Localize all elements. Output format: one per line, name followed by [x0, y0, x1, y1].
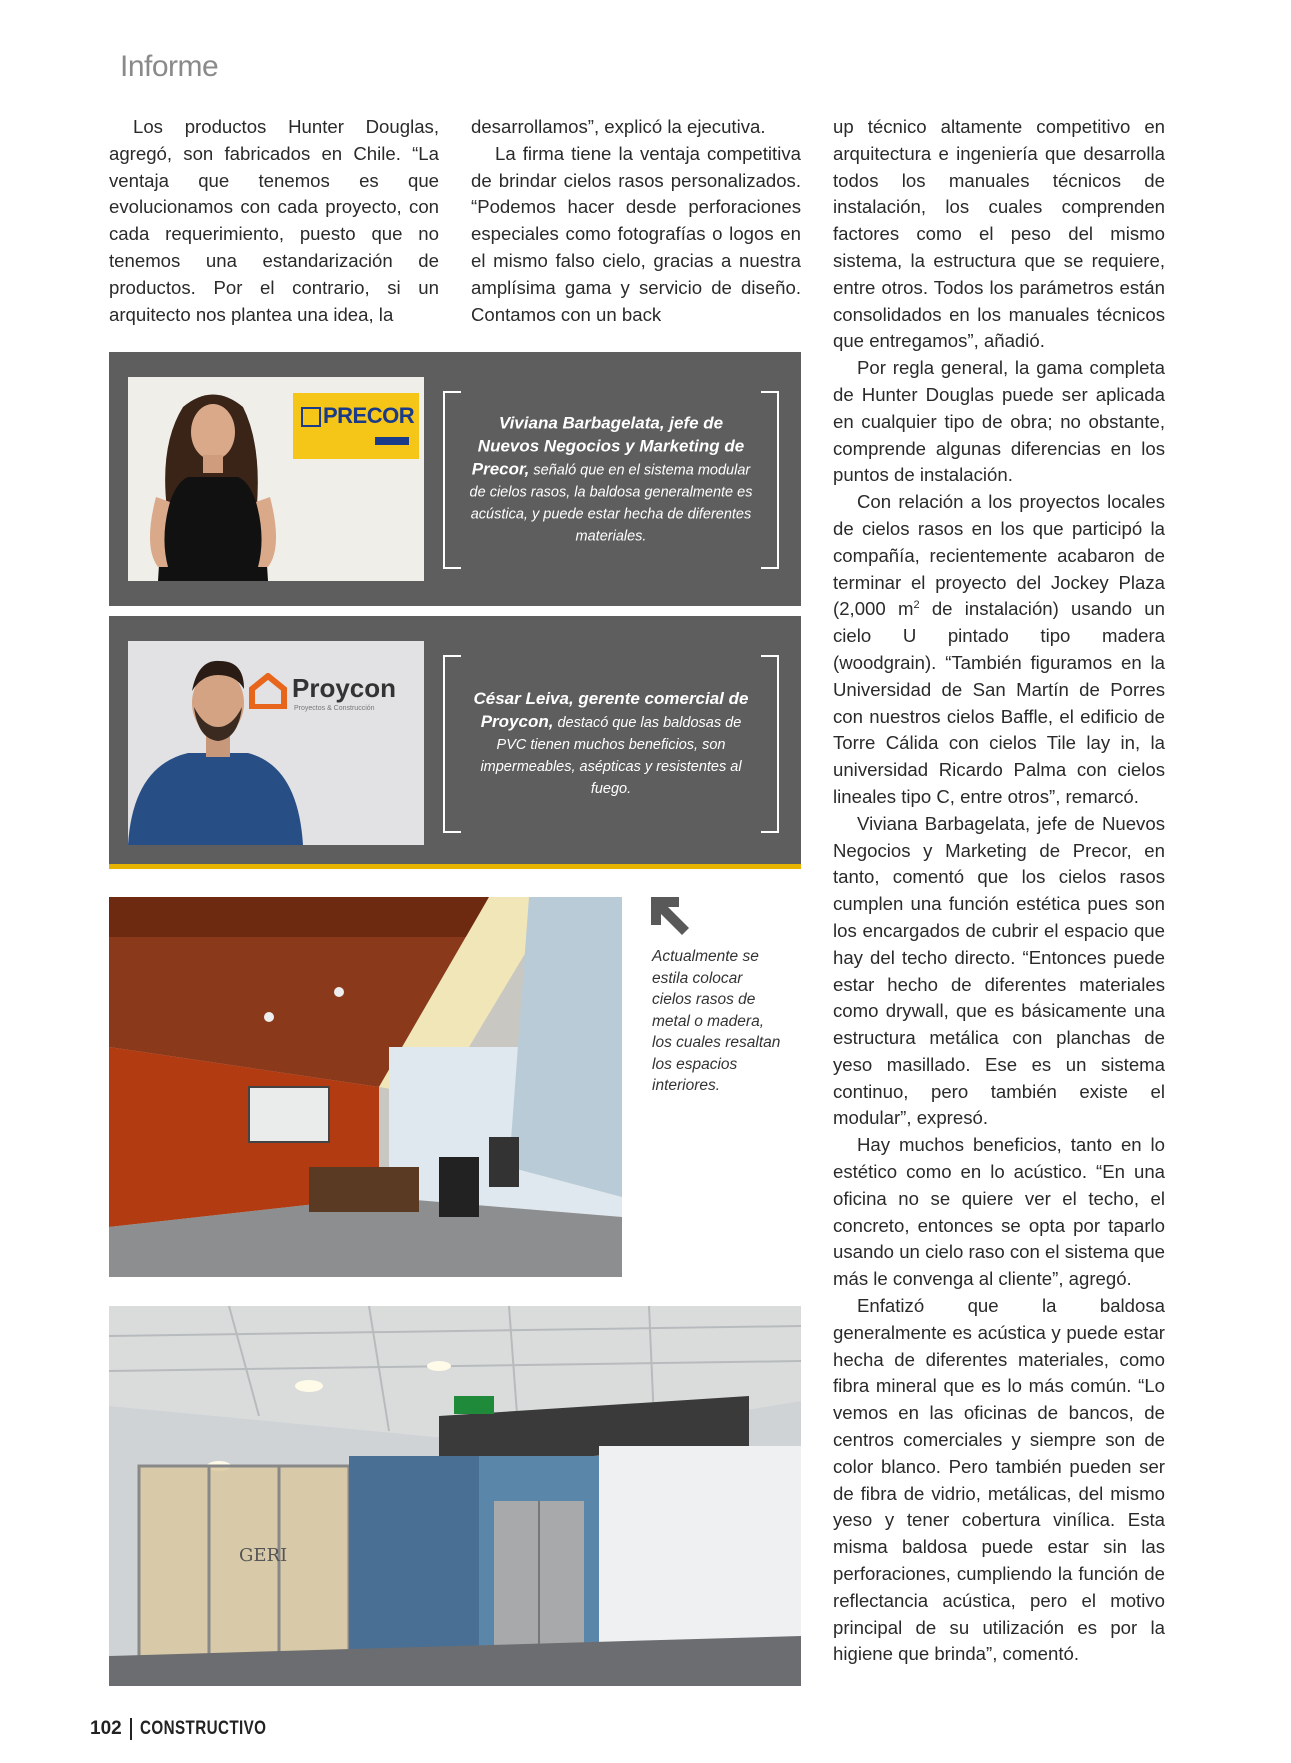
proycon-house-icon	[248, 673, 288, 709]
footer-divider	[130, 1718, 132, 1740]
photo-caption: Actualmente se estila colocar cielos rasos de metal o madera, los cuales resaltan los espacios interiores.	[652, 948, 781, 1094]
article-column-3	[833, 114, 1165, 1668]
portrait-photo	[128, 377, 424, 581]
precor-mark-icon	[301, 407, 321, 427]
accent-rule	[109, 864, 801, 869]
bio-statement: señaló que en el sistema modular de cielos rasos, la baldosa generalmente es acústica, y puede estar hecha de diferentes materiales.	[469, 462, 753, 545]
paragraph-part: Con relación a los proyectos locales de cielos rasos en los que participó la compañía, recientemente acabaron de terminar el proyecto del Jockey Plaza (2,000 m	[833, 491, 1165, 620]
bio-box-proycon	[109, 616, 801, 868]
paragraph: La firma tiene la ventaja competitiva de brindar cielos rasos personalizados. “Podemos hacer desde perforaciones especiales como fotografías o logos en el mismo falso cielo, gracias a nuestra amplísima gama y servicio de diseño. Contamos con un back	[471, 142, 801, 325]
bio-text	[469, 688, 753, 800]
arrow-up-left-icon	[651, 897, 691, 937]
precor-logo-strip	[375, 437, 409, 445]
page-number: 102	[90, 1718, 122, 1740]
paragraph: Los productos Hunter Douglas, agregó, son fabricados en Chile. “La ventaja que tenemos es que evolucionamos con cada proyecto, con cada requerimiento, puesto que no tenemos una estandarización de productos. Por el contrario, si un arquitecto nos plantea una idea, la	[109, 116, 439, 325]
portrait-illustration	[128, 641, 424, 845]
paragraph: Hay muchos beneficios, tanto en lo estético como en lo acústico. “En una oficina no se quiere ver el techo, el concreto, entonces se opta por taparlo usando un cielo raso con el sistema que más le convenga al cliente”, agregó.	[833, 1134, 1165, 1290]
office-interior-photo	[109, 897, 622, 1277]
bio-quote-bracket	[443, 655, 779, 833]
paragraph: Enfatizó que la baldosa generalmente es acústica y puede estar hecha de diferentes materiales, como fibra mineral que es lo más común. “Lo vemos en las oficinas de bancos, de centros comerciales y siempre son de color blanco. Pero también pueden ser de fibra de vidrio, metálicas, del mismo yeso y tener cobertura vinílica. Esta misma baldosa puede estar sin las perforaciones, cumpliendo la función de reflectancia acústica, pero el motivo principal de su utilización es por la higiene que brinda”, comentó.	[833, 1295, 1165, 1665]
lobby-sign-text: GERI	[239, 1545, 288, 1566]
article-column-2	[471, 114, 801, 328]
bio-text	[469, 413, 753, 548]
bio-statement: destacó que las baldosas de PVC tienen muchos beneficios, son impermeables, asépticas y resistentes al fuego.	[480, 715, 742, 797]
magazine-name: CONSTRUCTIVO	[139, 1718, 267, 1740]
bio-name: Viviana Barbagelata, jefe de Nuevos Negocios y Marketing de Precor,	[471, 413, 745, 479]
paragraph: Viviana Barbagelata, jefe de Nuevos Negocios y Marketing de Precor, en tanto, comentó que los cielos rasos cumplen una función estética pues son los encargados de cubrir el espacio que hay del techo directo. “Entonces puede estar hecho de diferentes materiales como drywall, que es básicamente una estructura metálica con planchas de yeso masillado. Ese es un sistema continuo, pero también existe el modular”, expresó.	[833, 812, 1165, 1129]
paragraph: Por regla general, la gama completa de Hunter Douglas puede ser aplicada en cualquier tipo de obra; no obstante, comprende algunas diferencias en los puntos de instalación.	[833, 357, 1165, 486]
precor-logo-text: PRECOR	[323, 403, 415, 428]
lobby-photo	[109, 1306, 801, 1686]
bio-quote-bracket	[443, 391, 779, 569]
paragraph	[833, 489, 1165, 811]
precor-logo	[293, 393, 419, 459]
superscript: 2	[913, 599, 920, 612]
bio-box-precor	[109, 352, 801, 606]
portrait-photo	[128, 641, 424, 845]
paragraph-part: de instalación) usando un cielo U pintado tipo madera (woodgrain). “También figuramos en la Universidad de San Martín de Porres con nuestros cielos Baffle, el edificio de Torre Cálida con cielos Tile lay in, la universidad Ricardo Palma con cielos lineales tipo C, entre otros”, remarcó.	[833, 598, 1165, 807]
bio-name: César Leiva, gerente comercial de Proycon,	[473, 689, 749, 731]
proycon-logo-subtitle: Proyectos & Construcción	[294, 705, 375, 712]
proycon-logo-text: Proycon	[292, 673, 397, 703]
section-label: Informe	[120, 50, 219, 83]
paragraph: desarrollamos”, explicó la ejecutiva.	[471, 116, 766, 137]
page-footer	[90, 1718, 298, 1740]
paragraph: up técnico altamente competitivo en arquitectura e ingeniería que desarrolla todos los manuales técnicos de instalación, los cuales comprenden factores como el peso del mismo sistema, la estructura que se requiere, entre otros. Todos los parámetros están consolidados en los manuales técnicos que entregamos”, añadió.	[833, 116, 1165, 352]
article-column-1	[109, 114, 439, 328]
